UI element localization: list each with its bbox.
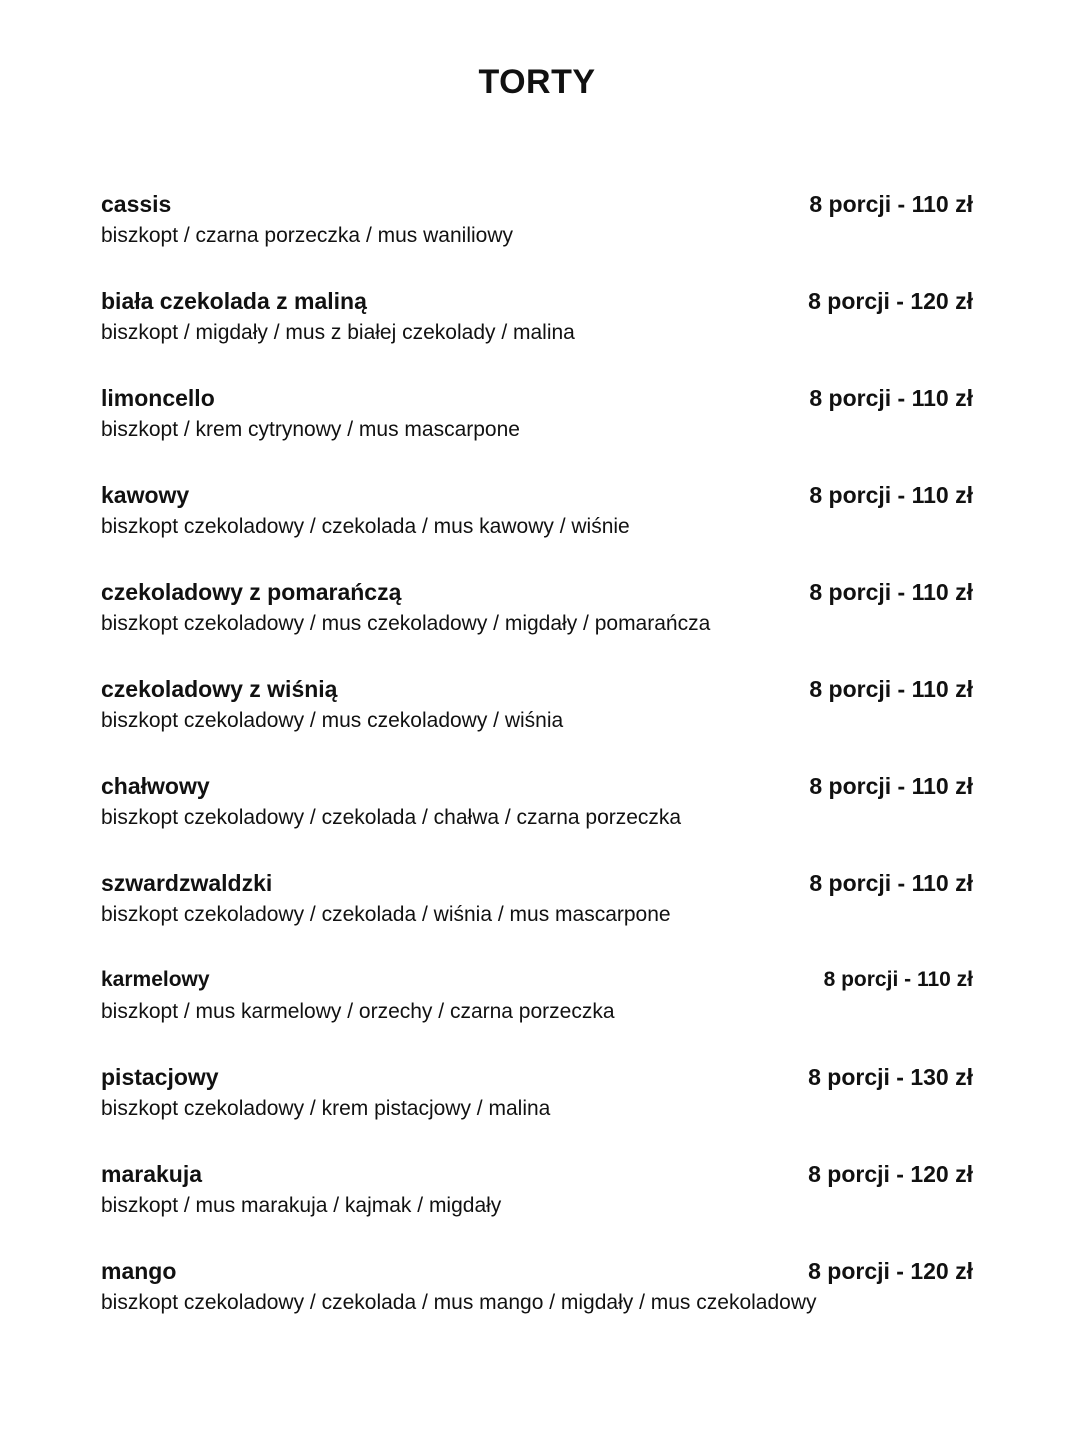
item-price: 8 porcji - 110 zł	[809, 870, 973, 896]
item-description: biszkopt czekoladowy / czekolada / wiśnia / mus mascarpone	[101, 903, 671, 926]
item-description: biszkopt czekoladowy / czekolada / mus kawowy / wiśnie	[101, 515, 630, 538]
item-price: 8 porcji - 130 zł	[808, 1064, 973, 1090]
menu-item	[101, 284, 973, 381]
menu-item-header	[101, 381, 973, 415]
item-price: 8 porcji - 110 zł	[809, 773, 973, 799]
item-name: cassis	[101, 191, 172, 217]
item-price: 8 porcji - 110 zł	[809, 482, 973, 508]
item-description: biszkopt / krem cytrynowy / mus mascarpone	[101, 418, 520, 441]
item-name: chałwowy	[101, 773, 210, 799]
menu-item-header	[101, 963, 973, 997]
menu-item	[101, 187, 973, 284]
item-name: karmelowy	[101, 968, 210, 991]
menu-item	[101, 381, 973, 478]
item-price: 8 porcji - 110 zł	[809, 676, 973, 702]
cake-menu-list	[101, 187, 973, 1351]
menu-item	[101, 769, 973, 866]
item-price: 8 porcji - 120 zł	[808, 1258, 973, 1284]
item-name: czekoladowy z wiśnią	[101, 676, 338, 702]
item-description: biszkopt czekoladowy / krem pistacjowy / malina	[101, 1097, 551, 1120]
item-price: 8 porcji - 120 zł	[808, 1161, 973, 1187]
menu-item	[101, 1157, 973, 1254]
menu-item-header	[101, 672, 973, 706]
item-name: kawowy	[101, 482, 190, 508]
menu-item-header	[101, 478, 973, 512]
menu-item-header	[101, 187, 973, 221]
item-name: biała czekolada z maliną	[101, 288, 367, 314]
item-price: 8 porcji - 110 zł	[809, 191, 973, 217]
item-description: biszkopt czekoladowy / mus czekoladowy / wiśnia	[101, 709, 564, 732]
menu-item	[101, 1254, 973, 1351]
menu-item-header	[101, 769, 973, 803]
item-description: biszkopt / migdały / mus z białej czekolady / malina	[101, 321, 575, 344]
menu-item-header	[101, 575, 973, 609]
page-title: TORTY	[478, 63, 596, 101]
item-price: 8 porcji - 120 zł	[808, 288, 973, 314]
menu-item-header	[101, 1060, 973, 1094]
item-price: 8 porcji - 110 zł	[809, 579, 973, 605]
item-name: czekoladowy z pomarańczą	[101, 579, 402, 605]
item-description: biszkopt czekoladowy / czekolada / chałwa / czarna porzeczka	[101, 806, 682, 829]
menu-item-header	[101, 866, 973, 900]
item-description: biszkopt / mus karmelowy / orzechy / czarna porzeczka	[101, 1000, 615, 1023]
menu-item	[101, 575, 973, 672]
item-name: mango	[101, 1258, 177, 1284]
menu-item	[101, 672, 973, 769]
menu-item	[101, 866, 973, 963]
item-name: szwardzwaldzki	[101, 870, 273, 896]
item-name: pistacjowy	[101, 1064, 219, 1090]
item-price: 8 porcji - 110 zł	[823, 968, 973, 991]
menu-item	[101, 1060, 973, 1157]
menu-item	[101, 963, 973, 1060]
item-description: biszkopt / czarna porzeczka / mus waniliowy	[101, 224, 513, 247]
item-name: limoncello	[101, 385, 215, 411]
menu-item-header	[101, 1157, 973, 1191]
menu-item-header	[101, 1254, 973, 1288]
item-name: marakuja	[101, 1161, 203, 1187]
menu-item-header	[101, 284, 973, 318]
item-price: 8 porcji - 110 zł	[809, 385, 973, 411]
item-description: biszkopt czekoladowy / mus czekoladowy / migdały / pomarańcza	[101, 612, 711, 635]
menu-item	[101, 478, 973, 575]
item-description: biszkopt / mus marakuja / kajmak / migdały	[101, 1194, 502, 1217]
item-description: biszkopt czekoladowy / czekolada / mus mango / migdały / mus czekoladowy	[101, 1291, 817, 1314]
